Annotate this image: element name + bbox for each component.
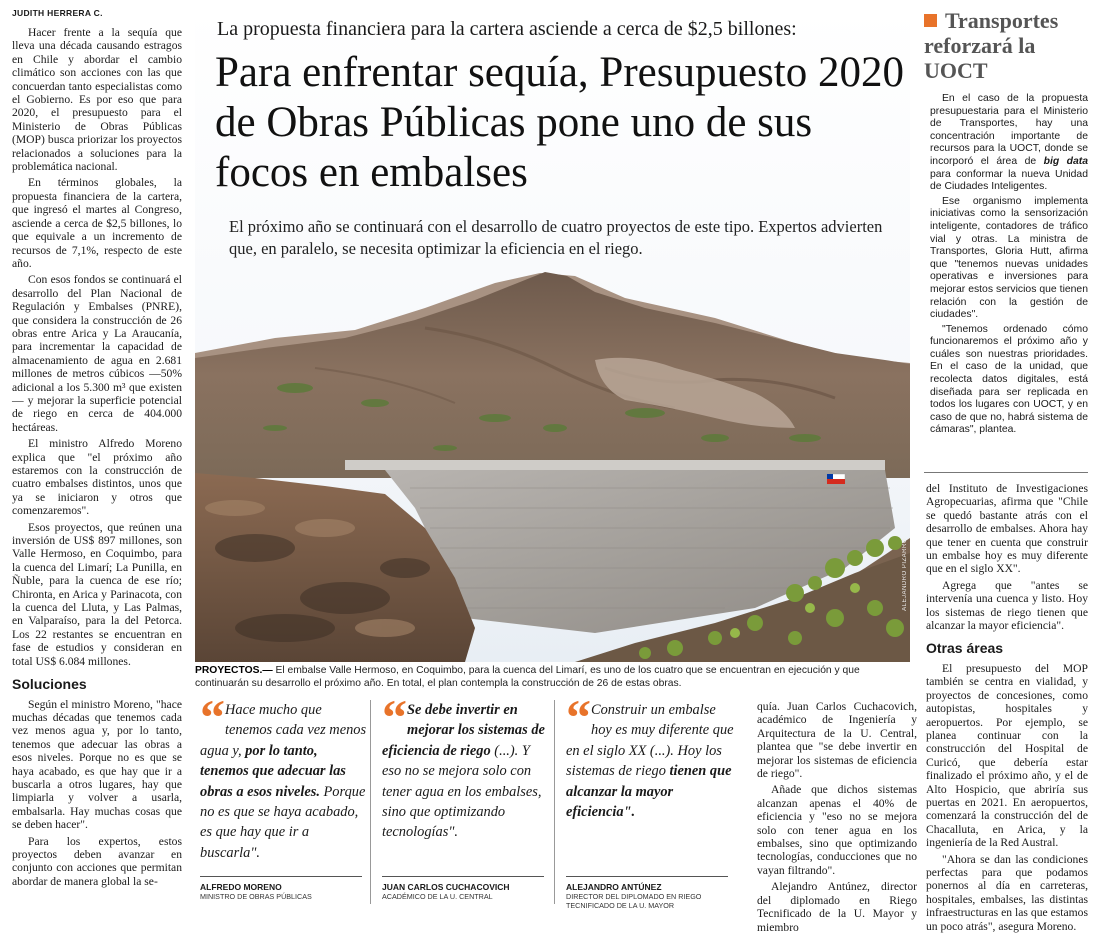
quote-rule xyxy=(200,876,362,877)
quote-author: ALEJANDRO ANTÚNEZ xyxy=(566,882,662,892)
paragraph: "Ahora se dan las condiciones perfectas para que podamos ponernos al día en carreteras, hospitales, embalses, las distintas infraestructuras en las que estamos un poco atrás", asegura Moreno. xyxy=(926,852,1088,933)
pull-quote-2 xyxy=(382,689,550,901)
paragraph: El presupuesto del MOP también se centra en vialidad, y proyectos de concesiones, como autopistas, hospitales y aeropuertos. Por ejemplo, se planea continuar con la construcción del Hospital de Curicó, que debería estar finalizado el próximo año, y el de Alto Hospicio, que abriría sus puertas en 2021. En aeropuertos, comenzará la construcción del de Chacalluta, en Arica, y la ingeniería de la Red Austral. xyxy=(926,661,1088,850)
column-divider xyxy=(554,700,555,904)
quote-mark-icon: “ xyxy=(200,689,221,745)
quote-role: ACADÉMICO DE LA U. CENTRAL xyxy=(382,892,493,901)
pull-quote-3 xyxy=(566,689,734,910)
paragraph: Añade que dichos sistemas alcanzan apenas el 40% de eficiencia y "eso no se mejora solo con tener agua en los embalses, sino que optimizando tecnologías, conducciones que no vayan filtrando". xyxy=(757,783,917,877)
photo-caption xyxy=(195,664,910,690)
sidebar-title: Transportes reforzará la UOCT xyxy=(924,8,1059,83)
quote-mark-icon: “ xyxy=(382,689,403,745)
deck-subtitle: El próximo año se continuará con el desarrollo de cuatro proyectos de este tipo. Expertos advierten que, en paralelo, se necesita optimizar la eficiencia en el riego. xyxy=(229,217,883,258)
quote-role: MINISTRO DE OBRAS PÚBLICAS xyxy=(200,892,312,901)
middle-column xyxy=(757,700,917,937)
byline: JUDITH HERRERA C. xyxy=(12,8,103,18)
paragraph: Agrega que "antes se intervenía una cuenca y listo. Hoy los sistemas de riego tienen que alcanzar la mayor eficiencia". xyxy=(926,578,1088,633)
paragraph: En términos globales, la propuesta financiera de la cartera, que ingresó el martes al Congreso, asciende a cerca de $2,5 billones, lo que equivale a un incremento de recursos de 7,1%, respecto de este año. xyxy=(12,176,182,270)
paragraph: Hacer frente a la sequía que lleva una década causando estragos en Chile y abordar el cambio climático son acciones con las que concuerdan tanto especialistas como el Gobierno. Es por eso que para 2020, el presupuesto para el Ministerio de Obras Públicas (MOP) busca priorizar los proyectos relacionados a soluciones para la problemática nacional. xyxy=(12,26,182,174)
sidebar-paragraph: En el caso de la propuesta presupuestaria para el Ministerio de Transportes, hay una concentración importante de recursos para la UOCT, donde se incorporó el área de big data para conformar la nueva Unidad de Ciudades Inteligentes. xyxy=(930,93,1088,193)
flag-icon xyxy=(827,474,845,484)
square-bullet-icon xyxy=(924,14,937,27)
quote-rule xyxy=(566,876,728,877)
quote-mark-icon: “ xyxy=(566,689,587,745)
quote-role: DIRECTOR DEL DIPLOMADO EN RIEGO TECNIFICADO DE LA U. MAYOR xyxy=(566,892,702,910)
quote-author: JUAN CARLOS CUCHACOVICH xyxy=(382,882,510,892)
caption-lead: PROYECTOS.— xyxy=(195,665,273,676)
paragraph: quía. Juan Carlos Cuchacovich, académico de Ingeniería y Arquitectura de la U. Central, plantea que "se debe invertir en mejorar los sistemas de eficiencia de riego". xyxy=(757,700,917,781)
hero-overtitle: La propuesta financiera para la cartera asciende a cerca de $2,5 billones: xyxy=(217,18,797,40)
quote-text: Hace mucho que tenemos cada vez menos agua y, por lo tanto, tenemos que adecuar las obras a esos niveles. Porque no es que se haya acabado, es que hay que ir a buscarla". xyxy=(200,702,367,861)
subhead-otras-areas: Otras áreas xyxy=(926,640,1004,657)
pull-quote-1 xyxy=(200,689,368,901)
headline: Para enfrentar sequía, Presupuesto 2020 de Obras Públicas pone uno de sus focos en embalses xyxy=(215,49,904,196)
right-column xyxy=(926,482,1088,936)
paragraph: Para los expertos, estos proyectos deben avanzar en conjunto con acciones que permitan abordar de manera global la se- xyxy=(12,834,182,888)
quote-text: Construir un embalse hoy es muy diferente que en el siglo XX (...). Hoy los sistemas de riego tienen que alcanzar la mayor eficiencia". xyxy=(566,702,734,821)
quote-rule xyxy=(382,876,544,877)
paragraph: Alejandro Antúnez, director del diplomado en Riego Tecnificado de la U. Mayor y miembro xyxy=(757,880,917,934)
paragraph: Con esos fondos se continuará el desarrollo del Plan Nacional de Regulación y Embalses (PNRE), que considera la construcción de 26 obras entre Arica y La Araucanía, para incrementar la capacidad de almacenamiento de agua en 2.681 millones de metros cúbicos —50% adicional a los 5.300 m³ que existen— y mejorar la superficie potencial de riego en cerca de 404.000 hectáreas. xyxy=(12,273,182,434)
subhead-soluciones: Soluciones xyxy=(12,676,87,693)
quote-author: ALFREDO MORENO xyxy=(200,882,282,892)
hero-photo xyxy=(195,8,910,662)
photo-credit: ALEJANDRO PIZARRO xyxy=(902,538,908,611)
paragraph: Según el ministro Moreno, "hace muchas décadas que tenemos cada vez menos agua y, por lo tanto, tenemos que adecuar las obras a esos niveles. Porque no es que se haya acabado, es que hay que ir a buscarla a otros lugares, hay que limpiarla y volver a usarla, embalsarla. Hay muchas cosas que se deben hacer". xyxy=(12,697,182,832)
left-column xyxy=(12,26,182,891)
column-divider xyxy=(370,700,371,904)
quote-text: Se debe invertir en mejorar los sistemas de eficiencia de riego (...). Y eso no se mejora solo con tener agua en los embalses, sino que optimizando tecnologías". xyxy=(382,702,545,841)
paragraph: del Instituto de Investigaciones Agropecuarias, afirma que "Chile se quedó bastante atrás con el desarrollo de embalses. Ahora hay que tener en cuenta que construir un embalse hoy es muy diferente que en el siglo XX". xyxy=(926,482,1088,576)
sidebar-paragraph: Ese organismo implementa iniciativas como la sensorización inteligente, contadores de tráfico vial y otras. La ministra de Transportes, Gloria Hutt, afirma que "tenemos nuevas unidades operativas e inversiones para mejorar estos servicios que tienen relación con la gestión de ciudades". xyxy=(930,195,1088,321)
paragraph: Esos proyectos, que reúnen una inversión de US$ 897 millones, son Valle Hermoso, en Coquimbo, para la cuenca del Limarí; La Punilla, en Ñuble, para la cuenca de ese río; Chironta, en Arica y Parinacota, con la cuenca del Lluta, y Las Palmas, en Valparaíso, para la del Petorca. Los 22 restantes se encuentran en fase de estudios y consideran en total US$ 6.084 millones. xyxy=(12,520,182,668)
caption-text: El embalse Valle Hermoso, en Coquimbo, para la cuenca del Limarí, es uno de los cuatro que se encuentran en ejecución y que continuarán su desarrollo el próximo año. En total, el plan contempla la construcción de 26 de estas obras. xyxy=(195,665,860,689)
sidebar-paragraph: "Tenemos ordenado cómo funcionaremos el próximo año y cuáles son nuestras prioridades. En el caso de la unidad, que recolecta datos digitales, está diseñada para ser replicada en todos los lugares con UOCT, y en caso de que no, habrá sistema de cámaras", plantea. xyxy=(930,323,1088,436)
sidebar-rule xyxy=(924,472,1088,473)
sidebar-box xyxy=(924,8,1088,439)
paragraph: El ministro Alfredo Moreno explica que "el próximo año estaremos con la construcción de cuatro embalses distintos, unos que ya se iniciaron y otros que comenzaremos". xyxy=(12,437,182,518)
